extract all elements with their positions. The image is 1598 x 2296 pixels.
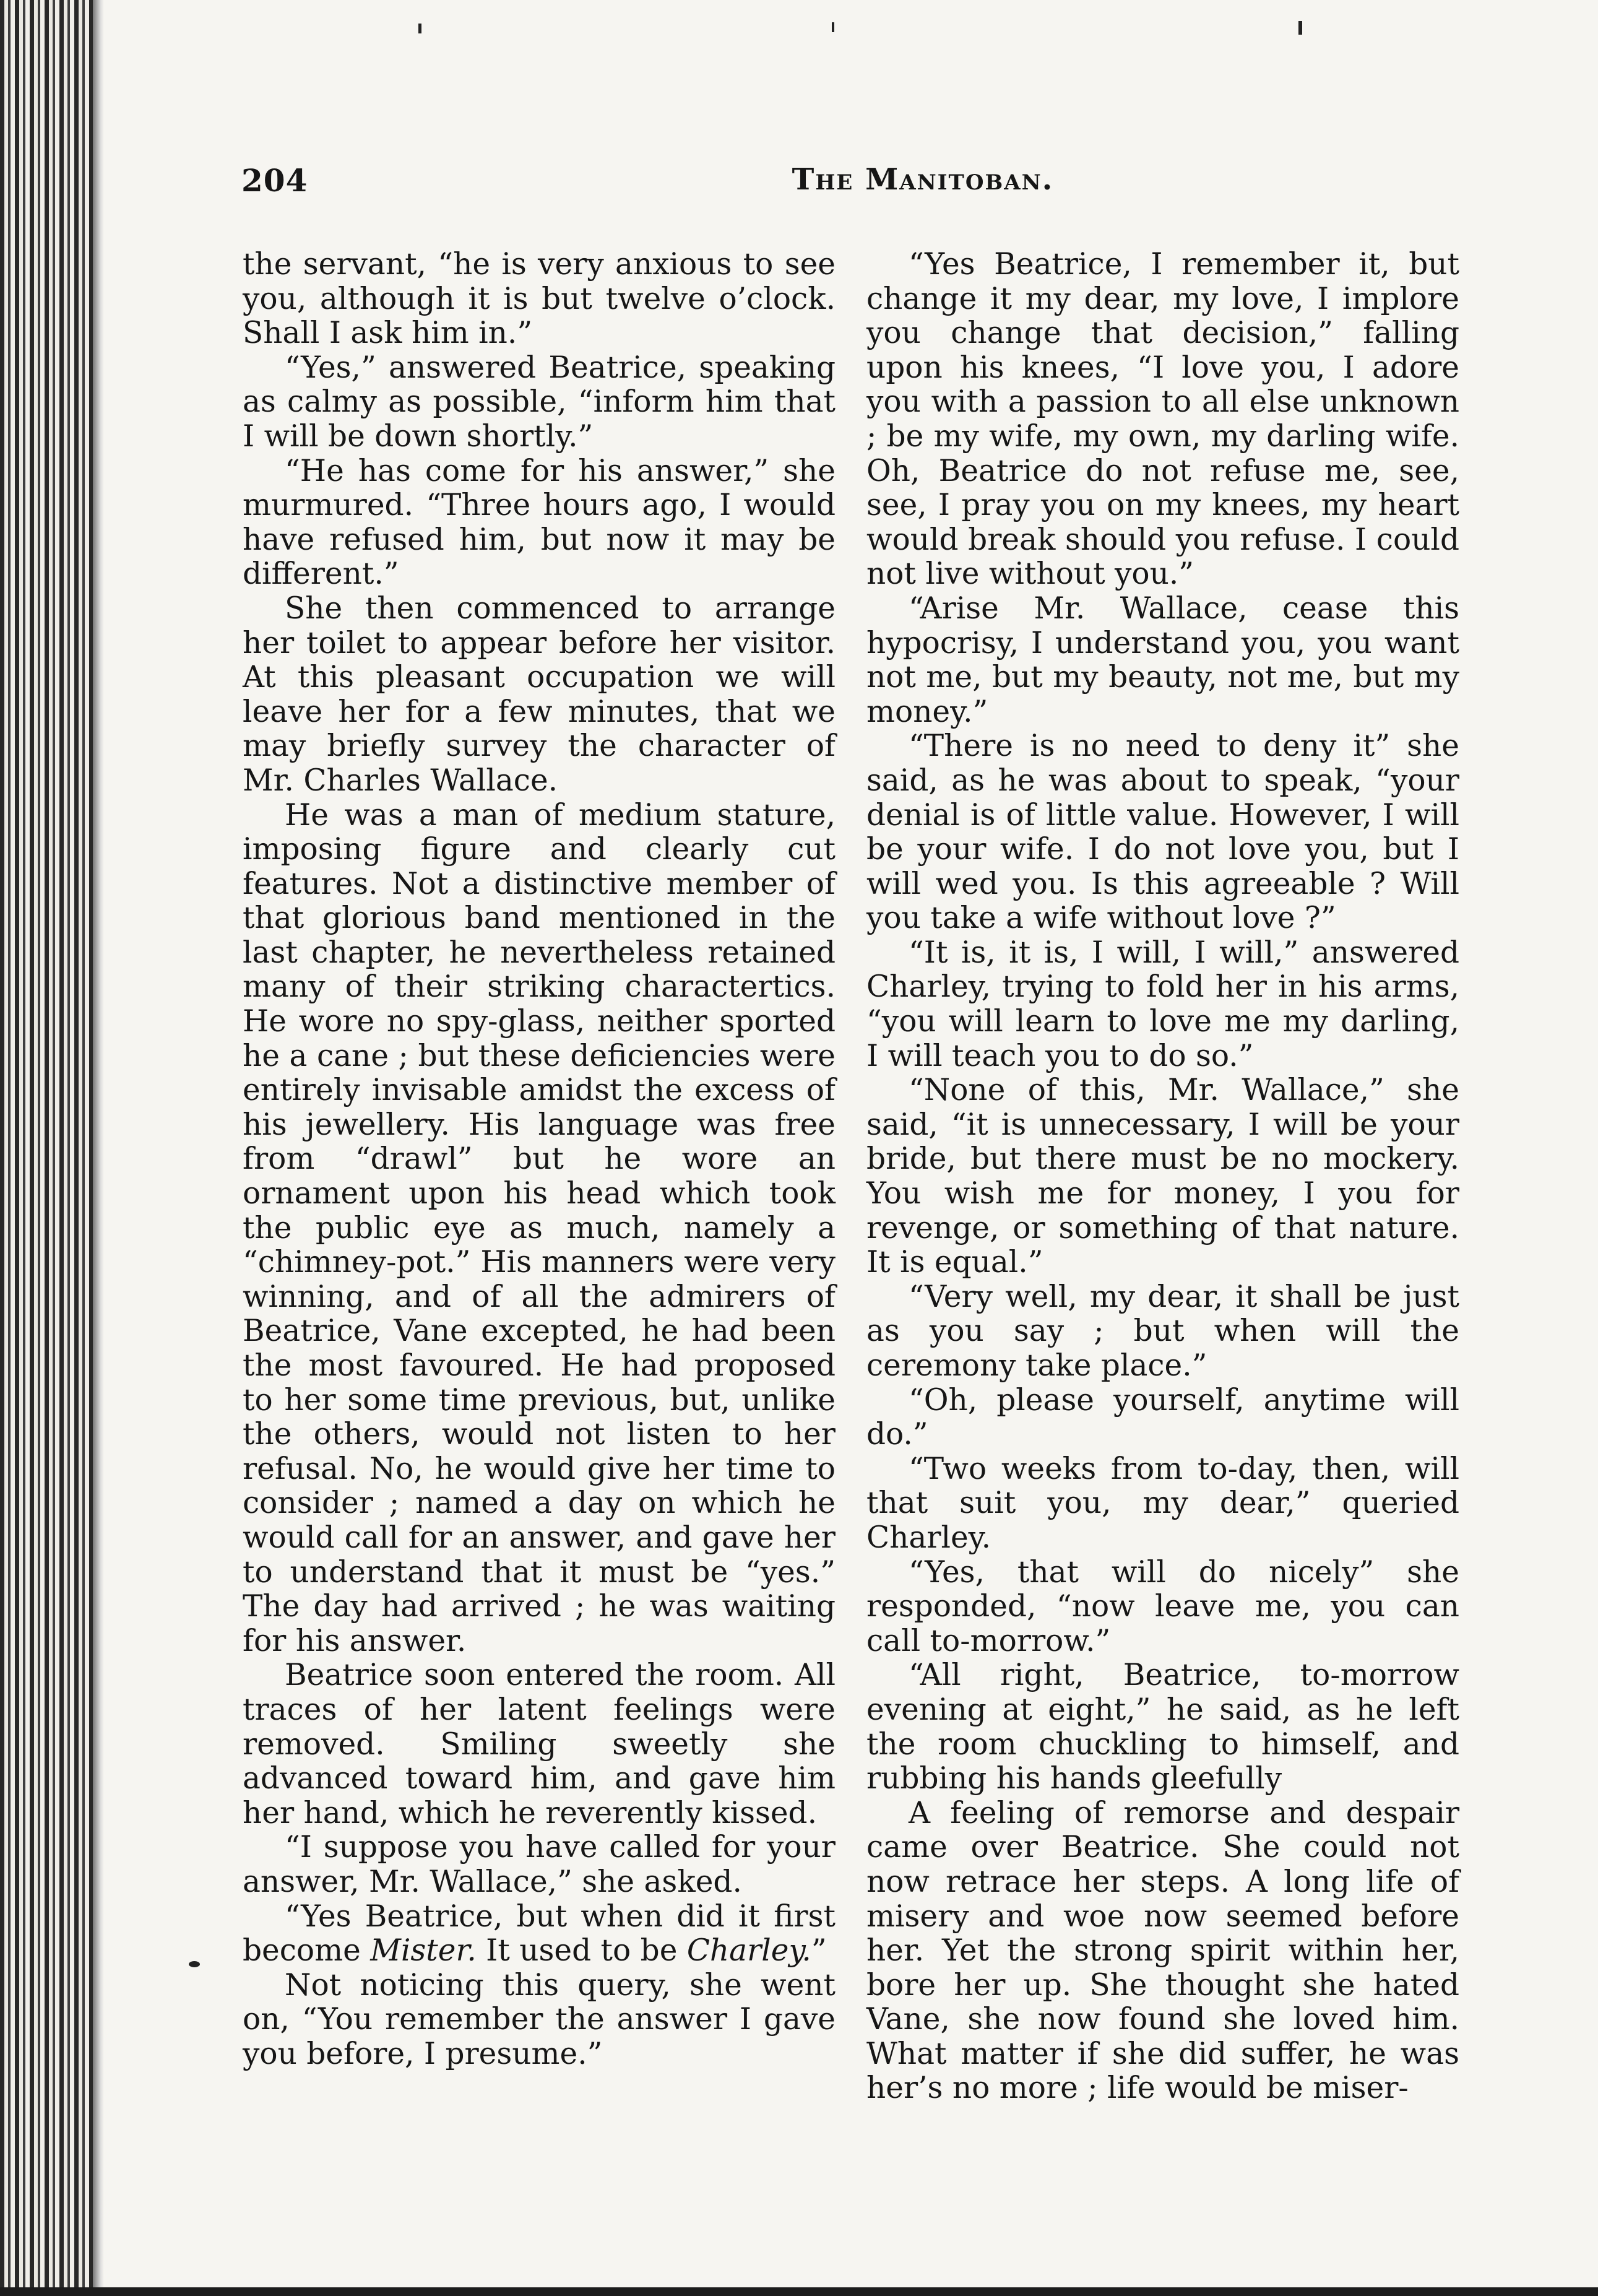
- paragraph: “I suppose you have called for your answer, Mr. Wallace,” she asked.: [243, 1830, 836, 1899]
- paragraph-text: It used to be: [476, 1933, 687, 1969]
- paragraph: Not noticing this query, she went on, “You remember the answer I gave you before, I presume.”: [243, 1967, 836, 2071]
- paragraph: Beatrice soon entered the room. All traces of her latent feelings were removed. Smiling sweetly she advanced toward him, and gave him her hand, which he reverently kissed.: [243, 1658, 836, 1830]
- running-title: The Manitoban.: [792, 162, 1054, 197]
- print-speck: [832, 22, 834, 32]
- paragraph: the servant, “he is very anxious to see you, although it is but twelve o’clock. Shall I ask him in.”: [243, 247, 836, 351]
- print-speck: [189, 1961, 200, 1967]
- text-column-right: [866, 248, 1459, 2106]
- page-number: 204: [241, 162, 308, 199]
- page-bottom-edge: [0, 2287, 1598, 2296]
- paragraph-text: ”: [811, 1933, 827, 1969]
- print-speck: [418, 24, 421, 33]
- paragraph: “Yes, that will do nicely” she responded, “now leave me, you can call to-morrow.”: [866, 1554, 1459, 1658]
- paragraph: “Yes Beatrice, I remember it, but change it my dear, my love, I implore you change that decision,” falling upon his knees, “I love you, I adore you with a passion to all else unknown ; be my wife, my own, my darling wife. Oh, Beatrice do not refuse me, see, see, I pray you on my knees, my heart would break should you refuse. I could not live without you.”: [866, 247, 1459, 592]
- paragraph: “All right, Beatrice, to-morrow evening at eight,” he said, as he left the room chuckling to himself, and rubbing his hands gleefully: [866, 1658, 1459, 1796]
- paragraph: “Very well, my dear, it shall be just as you say ; but when will the ceremony take place.”: [866, 1279, 1459, 1383]
- paragraph-text: “Yes Beatrice, but when did it first become: [243, 1899, 836, 1969]
- book-binding-edge: [0, 0, 93, 2296]
- paragraph: “Arise Mr. Wallace, cease this hypocrisy, I understand you, you want not me, but my beauty, not me, but my money.”: [866, 591, 1459, 729]
- italic-text: Charley.: [686, 1933, 811, 1969]
- paragraph: “Two weeks from to-day, then, will that suit you, my dear,” queried Charley.: [866, 1451, 1459, 1555]
- paragraph: [243, 1900, 836, 1969]
- paragraph: “There is no need to deny it” she said, as he was about to speak, “your denial is of little value. However, I will be your wife. I do not love you, but I will wed you. Is this agreeable ? Will you take a wife without love ?”: [866, 729, 1459, 936]
- paragraph: She then commenced to arrange her toilet to appear before her visitor. At this pleasant occupation we will leave her for a few minutes, that we may briefly survey the character of Mr. Charles Wallace.: [243, 591, 836, 798]
- text-column-left: [243, 248, 836, 2071]
- italic-text: Mister.: [370, 1933, 477, 1969]
- paragraph: “Oh, please yourself, anytime will do.”: [866, 1382, 1459, 1452]
- paragraph: “Yes,” answered Beatrice, speaking as calmy as possible, “inform him that I will be down shortly.”: [243, 350, 836, 454]
- paragraph: A feeling of remorse and despair came over Beatrice. She could not now retrace her steps. A long life of misery and woe now seemed before her. Yet the strong spirit within her, bore her up. She thought she hated Vane, she now found she loved him. What matter if she did suffer, he was her’s no more ; life would be miser-: [866, 1795, 1459, 2106]
- paragraph: He was a man of medium stature, imposing figure and clearly cut features. Not a distinctive member of that glorious band mentioned in the last chapter, he nevertheless retained many of their striking charactertics. He wore no spy-glass, neither sported he a cane ; but these deficiencies were entirely invisable amidst the excess of his jewellery. His language was free from “drawl” but he wore an ornament upon his head which took the public eye as much, namely a “chimney-pot.” His manners were very winning, and of all the admirers of Beatrice, Vane excepted, he had been the most favoured. He had proposed to her some time previous, but, unlike the others, would not listen to her refusal. No, he would give her time to consider ; named a day on which he would call for an answer, and gave her to understand that it must be “yes.” The day had arrived ; he was waiting for his answer.: [243, 797, 836, 1658]
- paragraph: “None of this, Mr. Wallace,” she said, “it is unnecessary, I will be your bride, but there must be no mockery. You wish me for money, I you for revenge, or something of that nature. It is equal.”: [866, 1073, 1459, 1280]
- print-speck: [1298, 21, 1302, 35]
- page-header: [241, 162, 1505, 206]
- paragraph: “He has come for his answer,” she murmured. “Three hours ago, I would have refused him, but now it may be different.”: [243, 453, 836, 592]
- paragraph: “It is, it is, I will, I will,” answered Charley, trying to fold her in his arms, “you will learn to love me my darling, I will teach you to do so.”: [866, 935, 1459, 1073]
- page-gutter-shadow: [93, 0, 104, 2296]
